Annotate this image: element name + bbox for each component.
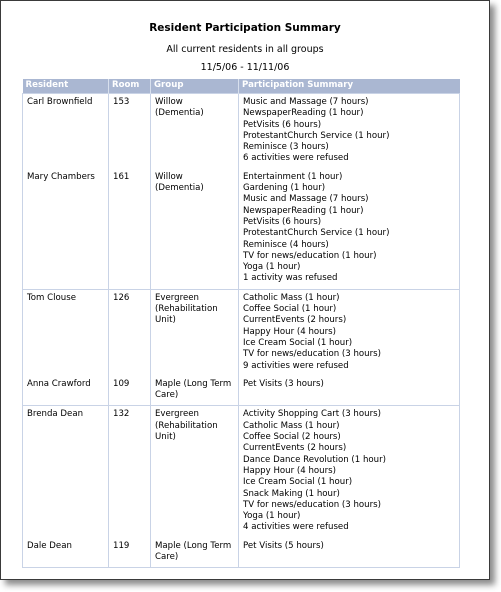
table-row <box>23 94 460 169</box>
participation-cell <box>239 94 460 169</box>
activity-item: Gardening (1 hour) <box>243 183 326 194</box>
activity-item: Reminisce (4 hours) <box>243 239 329 250</box>
activity-item: Activity Shopping Cart (3 hours) <box>243 409 381 420</box>
activity-item: Ice Cream Social (1 hour) <box>243 337 353 348</box>
activity-item: Music and Massage (7 hours) <box>243 97 369 107</box>
group-cell: Willow (Dementia) <box>151 169 239 289</box>
resident-cell: Mary Chambers <box>23 169 109 289</box>
activity-item: Coffee Social (2 hours) <box>243 432 341 443</box>
activity-item: CurrentEvents (2 hours) <box>243 443 347 454</box>
activity-item: NewspaperReading (1 hour) <box>243 108 364 119</box>
activity-item: Reminisce (3 hours) <box>243 142 329 153</box>
resident-cell: Brenda Dean <box>23 406 109 538</box>
resident-cell: Dale Dean <box>23 538 109 568</box>
header-group: Group <box>151 79 239 94</box>
header-resident: Resident <box>23 79 109 94</box>
resident-cell: Carl Brownfield <box>23 94 109 169</box>
activity-item: ProtestantChurch Service (1 hour) <box>243 130 390 141</box>
activity-item: Entertainment (1 hour) <box>243 171 343 182</box>
activity-item: Catholic Mass (1 hour) <box>243 420 340 431</box>
participation-cell <box>239 169 460 289</box>
group-cell: Willow (Dementia) <box>151 94 239 169</box>
activity-item: TV for news/education (3 hours) <box>243 499 381 510</box>
activity-item: CurrentEvents (2 hours) <box>243 315 347 326</box>
room-cell: 126 <box>109 289 151 376</box>
table-row <box>23 289 460 376</box>
header-participation-summary: Participation Summary <box>239 79 460 94</box>
activity-item: Yoga (1 hour) <box>243 262 301 273</box>
table-row <box>23 406 460 538</box>
participation-cell <box>239 538 460 568</box>
activity-item: Dance Dance Revolution (1 hour) <box>243 454 386 465</box>
report-title: Resident Participation Summary <box>149 22 341 34</box>
table-row <box>23 376 460 406</box>
resident-cell: Anna Crawford <box>23 376 109 406</box>
report-subtitle: All current residents in all groups <box>166 44 324 55</box>
group-cell: Evergreen (Rehabilitation Unit) <box>151 406 239 538</box>
group-cell: Maple (Long Term Care) <box>151 376 239 406</box>
activity-item: Pet Visits (3 hours) <box>243 378 324 389</box>
activity-item: TV for news/education (3 hours) <box>243 349 381 360</box>
activity-item: Coffee Social (1 hour) <box>243 304 337 315</box>
participation-cell <box>239 289 460 376</box>
room-cell: 161 <box>109 169 151 289</box>
room-cell: 153 <box>109 94 151 169</box>
activity-item: Music and Massage (7 hours) <box>243 194 369 205</box>
activity-item: ProtestantChurch Service (1 hour) <box>243 228 390 239</box>
participation-table <box>22 79 460 568</box>
activity-item: Ice Cream Social (1 hour) <box>243 477 353 488</box>
participation-cell <box>239 376 460 406</box>
report-date-range: 11/5/06 - 11/11/06 <box>200 62 290 73</box>
activity-item: PetVisits (6 hours) <box>243 119 322 130</box>
activity-item: NewspaperReading (1 hour) <box>243 205 364 216</box>
activity-item: 9 activities were refused <box>243 360 349 371</box>
activity-item: Catholic Mass (1 hour) <box>243 292 340 303</box>
table-header-row <box>23 79 460 94</box>
header-room: Room <box>109 79 151 94</box>
table-row <box>23 538 460 568</box>
activity-item: Pet Visits (5 hours) <box>243 540 324 551</box>
activity-item: 1 activity was refused <box>243 273 338 284</box>
room-cell: 132 <box>109 406 151 538</box>
activity-item: PetVisits (6 hours) <box>243 216 322 227</box>
table-row <box>23 169 460 289</box>
activity-item: Happy Hour (4 hours) <box>243 326 336 337</box>
activity-item: Happy Hour (4 hours) <box>243 465 336 476</box>
resident-cell: Tom Clouse <box>23 289 109 376</box>
activity-item: 4 activities were refused <box>243 522 349 533</box>
group-cell: Evergreen (Rehabilitation Unit) <box>151 289 239 376</box>
room-cell: 119 <box>109 538 151 568</box>
room-cell: 109 <box>109 376 151 406</box>
activity-item: TV for news/education (1 hour) <box>243 250 377 261</box>
activity-item: 6 activities were refused <box>243 153 349 164</box>
activity-item: Snack Making (1 hour) <box>243 488 340 499</box>
activity-item: Yoga (1 hour) <box>243 511 301 522</box>
participation-cell <box>239 406 460 538</box>
group-cell: Maple (Long Term Care) <box>151 538 239 568</box>
